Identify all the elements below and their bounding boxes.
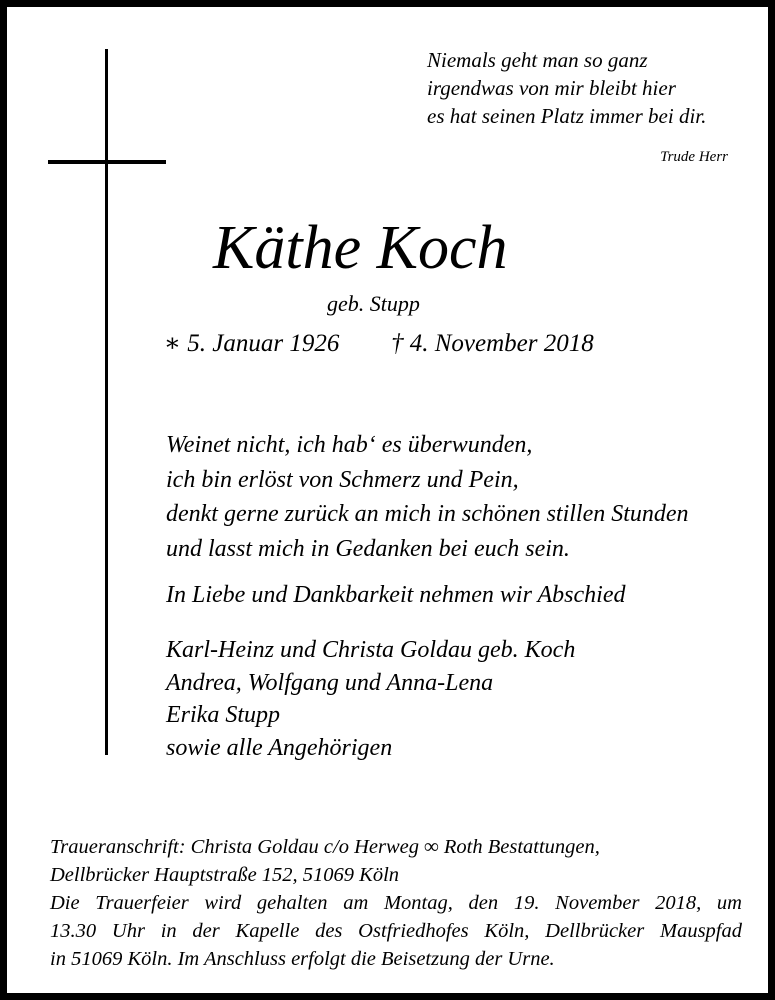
quote-author: Trude Herr [660,149,728,165]
notice-line: Dellbrücker Hauptstraße 152, 51069 Köln [50,864,400,886]
quote-line: Niemals geht man so ganz [427,48,648,72]
poem-line: ich bin erlöst von Schmerz und Pein, [166,466,519,493]
poem-line: Weinet nicht, ich hab‘ es überwunden, [166,432,533,458]
mourner-entry: Karl-Heinz und Christa Goldau geb. Koch [166,637,576,663]
cross-vertical-bar [105,49,108,755]
quote-block [427,46,757,130]
mourner-entry: Andrea, Wolfgang und Anna-Lena [166,669,494,696]
death-date: † 4. November 2018 [391,330,594,357]
notice-line: 13.30 Uhr in der Kapelle des Ostfriedhofes Köln, Dellbrücker Mauspfad [50,920,742,942]
farewell-line: In Liebe und Dankbarkeit nehmen wir Abschied [166,582,626,608]
birth-name: geb. Stupp [327,291,420,316]
quote-line: es hat seinen Platz immer bei dir. [427,104,707,128]
cross-horizontal-bar [48,160,166,164]
funeral-notice [50,833,742,973]
quote-line: irgendwas von mir bleibt hier [427,76,676,100]
notice-line: Traueranschrift: Christa Goldau c/o Herweg ∞ Roth Bestattungen, [50,836,600,858]
mourners-list [166,634,575,764]
mourner-entry: sowie alle Angehörigen [166,734,393,761]
deceased-name: Käthe Koch [213,214,508,282]
mourner-entry: Erika Stupp [166,702,280,728]
poem-block [166,428,689,566]
birth-date: ∗ 5. Januar 1926 [164,330,340,357]
notice-line: Die Trauerfeier wird gehalten am Montag, den 19. November 2018, um [50,892,742,914]
poem-line: und lasst mich in Gedanken bei euch sein. [166,535,570,562]
notice-line: in 51069 Köln. Im Anschluss erfolgt die Beisetzung der Urne. [50,948,555,970]
poem-line: denkt gerne zurück an mich in schönen stillen Stunden [166,501,689,527]
